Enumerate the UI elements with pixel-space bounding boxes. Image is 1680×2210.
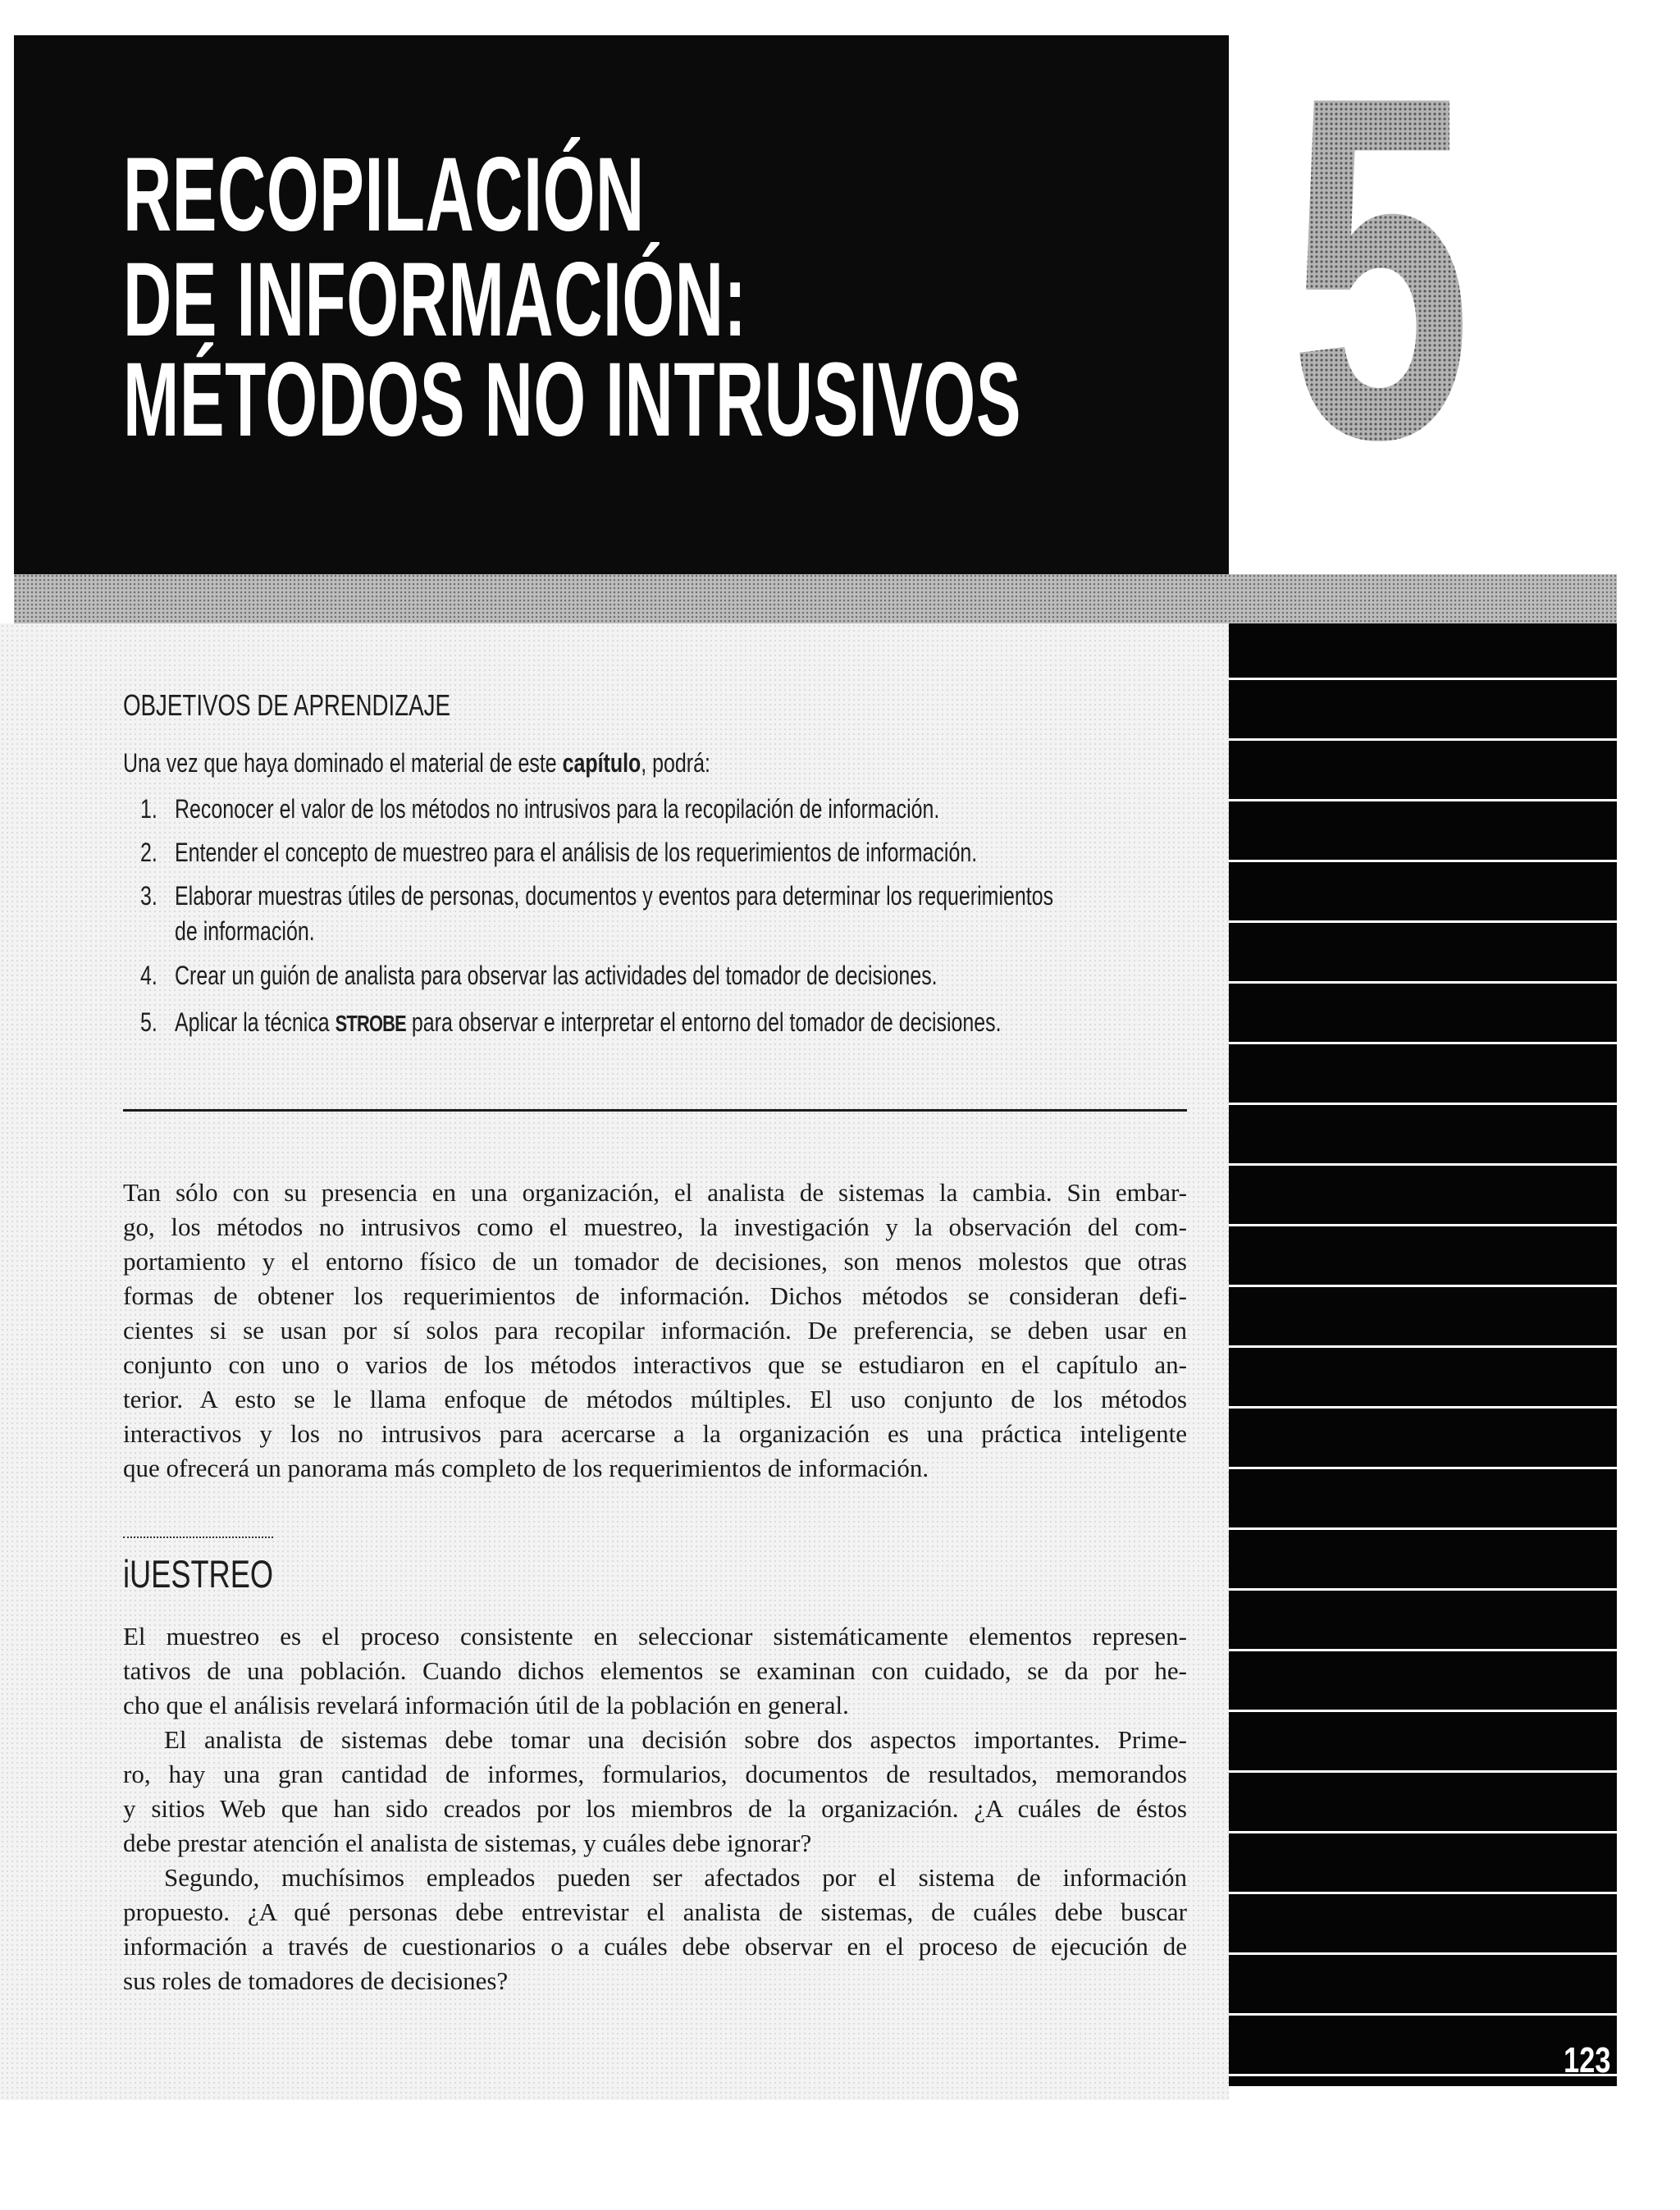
chapter-number: 5 [1290,0,1472,541]
objective-number: 2. [140,838,158,867]
chapter-number-graphic [1290,0,1496,541]
objective-number: 5. [140,1007,158,1037]
chapter-title-line-2: DE INFORMACIÓN: [123,241,747,358]
paragraph-line: ro, hay una gran cantidad de informes, formularios, documentos de resultados, memorandos [123,1760,1187,1788]
objectives-intro-end: , podrá: [641,748,710,778]
objective-text: Entender el concepto de muestreo para el análisis de los requerimientos de información. [175,838,978,867]
paragraph-line: interactivos y los no intrusivos para acercarse a la organización es una práctica inteligente [123,1419,1187,1448]
paragraph-line: cho que el análisis revelará información útil de la población en general. [123,1691,849,1719]
section-body [123,1619,1187,1998]
paragraph-line: propuesto. ¿A qué personas debe entrevistar el analista de sistemas, de cuáles debe buscar [123,1897,1187,1926]
paragraph-line: terior. A esto se le llama enfoque de métodos múltiples. El uso conjunto de los métodos [123,1385,1187,1413]
objective-text-end: para observar e interpretar el entorno del tomador de decisiones. [405,1007,1002,1037]
paragraph-line: sus roles de tomadores de decisiones? [123,1966,509,1995]
page-number: 123 [1563,2040,1610,2080]
side-stripe-column [1229,623,1617,2086]
intro-paragraph [123,1176,1187,1486]
chapter-title-line-3: MÉTODOS NO INTRUSIVOS [123,341,1022,459]
objective-text: Reconocer el valor de los métodos no intrusivos para la recopilación de información. [175,794,940,824]
objective-text-start: Aplicar la técnica [175,1007,336,1037]
objectives-intro-text: Una vez que haya dominado el material de este [123,748,563,778]
objectives-intro [123,748,710,779]
strobe-term: STROBE [335,1011,406,1036]
paragraph-line: formas de obtener los requerimientos de información. Dichos métodos se consideran defi- [123,1281,1187,1310]
paragraph-line: Tan sólo con su presencia en una organización, el analista de sistemas la cambia. Sin embar- [123,1178,1187,1207]
objective-text [175,1007,1002,1039]
objective-number: 1. [140,794,158,824]
objectives-intro-bold: capítulo [562,748,641,778]
paragraph-line: que ofrecerá un panorama más completo de los requerimientos de información. [123,1454,929,1482]
chapter-title-block [14,35,1229,574]
paragraph-line: Segundo, muchísimos empleados pueden ser afectados por el sistema de información [164,1863,1187,1892]
chapter-title-line-1: RECOPILACIÓN [123,136,645,253]
paragraph-line: cientes si se usan por sí solos para recopilar información. De preferencia, se deben usar en [123,1316,1187,1345]
objective-number: 3. [140,881,158,911]
paragraph-line: información a través de cuestionarios o a cuáles debe observar en el proceso de ejecución de [123,1932,1187,1961]
objective-text-continuation: de información. [175,916,315,946]
section-divider [123,1109,1187,1112]
paragraph-line: go, los métodos no intrusivos como el muestreo, la investigación y la observación del com- [123,1212,1187,1241]
paragraph-line: conjunto con uno o varios de los métodos interactivos que se estudiaron en el capítulo an- [123,1350,1187,1379]
halftone-band [14,574,1617,623]
paragraph-line: El muestreo es el proceso consistente en seleccionar sistemáticamente elementos represen- [123,1622,1187,1651]
paragraph-line: portamiento y el entorno físico de un tomador de decisiones, son menos molestos que otras [123,1247,1187,1276]
paragraph-line: y sitios Web que han sido creados por los miembros de la organización. ¿A cuáles de éstos [123,1794,1187,1823]
paragraph-line: El analista de sistemas debe tomar una decisión sobre dos aspectos importantes. Prime- [164,1725,1187,1754]
objective-number: 4. [140,961,158,990]
objective-text: Elaborar muestras útiles de personas, documentos y eventos para determinar los requerimientos [175,881,1054,911]
objective-text: Crear un guión de analista para observar las actividades del tomador de decisiones. [175,961,938,990]
section-heading-rule [123,1536,273,1538]
section-heading: iUESTREO [123,1552,273,1596]
paragraph-line: tativos de una población. Cuando dichos elementos se examinan con cuidado, se da por he- [123,1656,1187,1685]
paragraph-line: debe prestar atención el analista de sistemas, y cuáles debe ignorar? [123,1829,812,1857]
objectives-heading: OBJETIVOS DE APRENDIZAJE [123,688,450,722]
